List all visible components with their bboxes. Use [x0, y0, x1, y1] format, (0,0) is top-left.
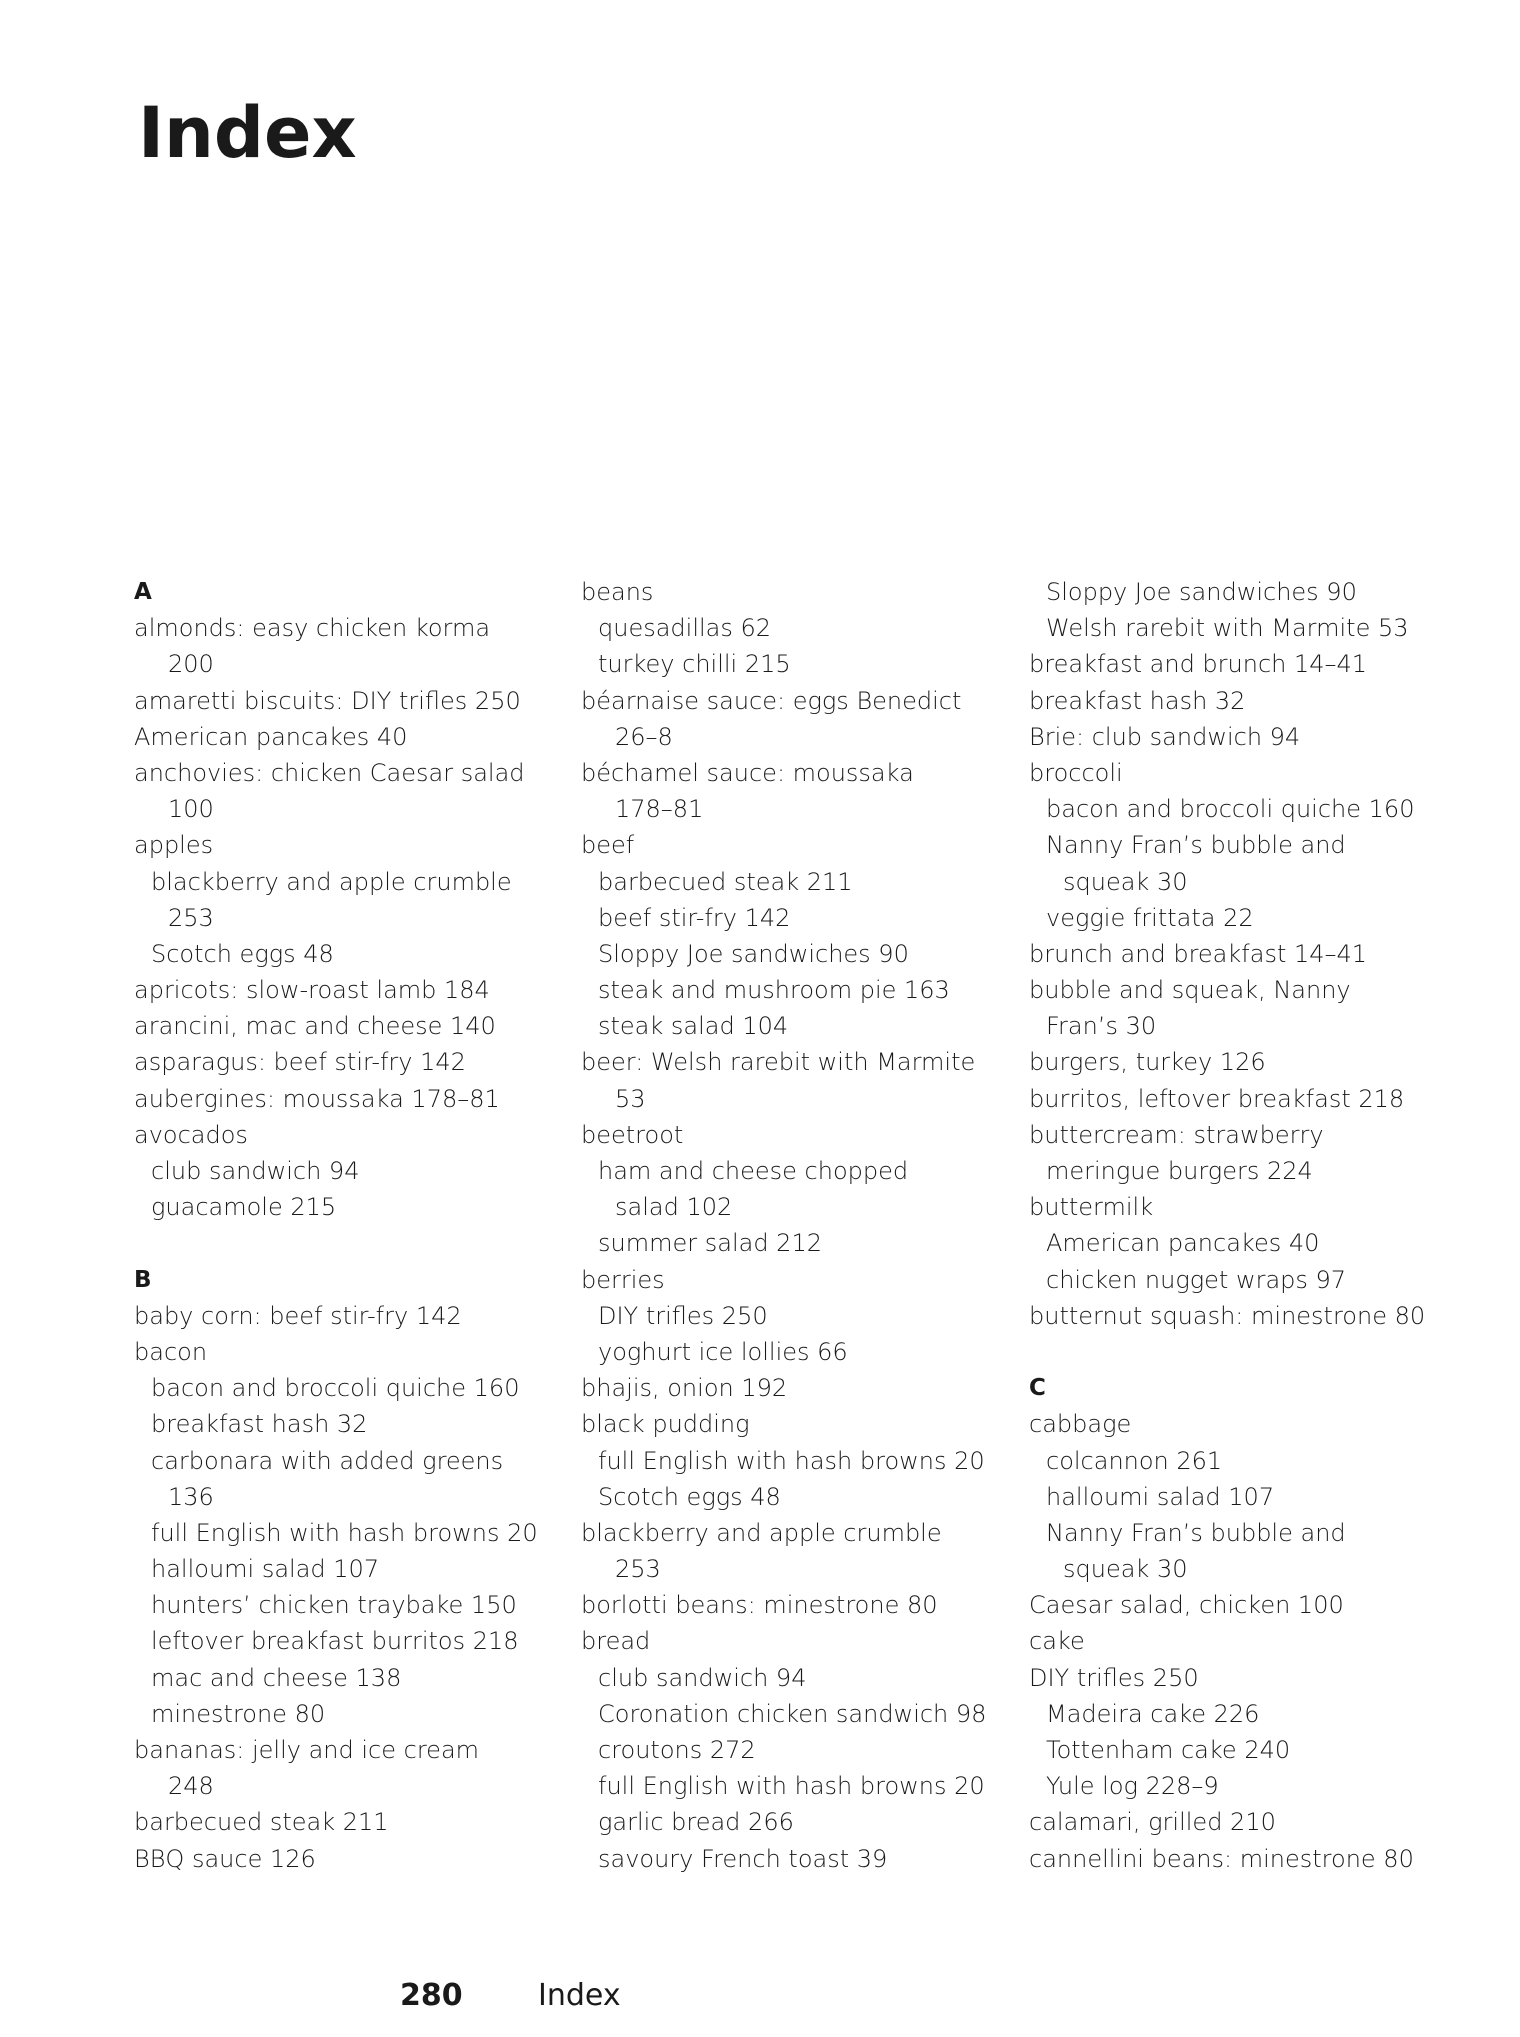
index-entry: asparagus: beef stir-fry 142 [134, 1048, 466, 1077]
index-entry: Caesar salad, chicken 100 [1029, 1591, 1344, 1620]
index-entry: halloumi salad 107 [151, 1555, 380, 1584]
index-entry: 136 [168, 1482, 214, 1511]
index-entry: full English with hash browns 20 [598, 1772, 985, 1801]
index-entry: Nanny Fran’s bubble and [1046, 831, 1346, 860]
section-letter-heading: A [134, 579, 152, 605]
index-entry: beans [581, 578, 654, 606]
index-entry: bubble and squeak, Nanny [1029, 976, 1351, 1005]
running-footer-title: Index [538, 1978, 621, 2013]
index-entry: bacon [134, 1337, 208, 1366]
index-entry: borlotti beans: minestrone 80 [581, 1591, 938, 1620]
index-entry: Sloppy Joe sandwiches 90 [598, 939, 909, 968]
index-entry: club sandwich 94 [151, 1157, 360, 1185]
index-entry: American pancakes 40 [134, 722, 408, 751]
index-entry: 100 [168, 795, 214, 824]
index-entry: bhajis, onion 192 [581, 1374, 788, 1403]
index-entry: yoghurt ice lollies 66 [598, 1337, 848, 1366]
index-entry: beer: Welsh rarebit with Marmite [581, 1048, 976, 1077]
index-entry: squeak 30 [1063, 1555, 1188, 1584]
index-entry: mac and cheese 138 [151, 1663, 402, 1692]
page-title: Index [138, 92, 357, 174]
index-entry: summer salad 212 [598, 1229, 822, 1258]
index-entry: American pancakes 40 [1046, 1229, 1320, 1258]
index-entry: Nanny Fran’s bubble and [1046, 1518, 1346, 1547]
index-entry: carbonara with added greens [151, 1446, 504, 1475]
index-entry: blackberry and apple crumble [581, 1518, 942, 1547]
index-entry: Sloppy Joe sandwiches 90 [1046, 578, 1357, 606]
index-entry: aubergines: moussaka 178–81 [134, 1084, 500, 1113]
index-entry: turkey chilli 215 [598, 650, 791, 679]
section-letter-heading: B [134, 1266, 152, 1293]
index-column-2 [581, 574, 1021, 1877]
index-entry: quesadillas 62 [598, 614, 772, 643]
index-entry: calamari, grilled 210 [1029, 1808, 1276, 1837]
index-entry: squeak 30 [1063, 867, 1188, 896]
index-entry: Madeira cake 226 [1046, 1699, 1260, 1728]
index-entry: broccoli [1029, 758, 1123, 787]
spacer [1029, 1334, 1469, 1370]
index-entry: beef stir-fry 142 [598, 903, 791, 932]
index-entry: apricots: slow-roast lamb 184 [134, 976, 490, 1005]
index-entry: bananas: jelly and ice cream [134, 1736, 480, 1764]
index-entry: barbecued steak 211 [598, 867, 853, 896]
index-entry: 53 [615, 1084, 646, 1113]
index-entry: colcannon 261 [1046, 1446, 1223, 1475]
index-entry: DIY trifles 250 [1029, 1663, 1199, 1692]
index-entry: 26–8 [615, 722, 673, 751]
index-entry: cabbage [1029, 1410, 1132, 1439]
index-entry: chicken nugget wraps 97 [1046, 1265, 1347, 1294]
index-entry: 253 [168, 903, 214, 932]
index-entry: almonds: easy chicken korma [134, 614, 491, 643]
index-entry: Scotch eggs 48 [151, 939, 334, 968]
index-entry: buttermilk [1029, 1193, 1154, 1222]
index-entry: salad 102 [615, 1193, 733, 1222]
index-entry: halloumi salad 107 [1046, 1482, 1275, 1511]
index-entry: burritos, leftover breakfast 218 [1029, 1084, 1405, 1113]
index-entry: Fran’s 30 [1046, 1012, 1157, 1041]
index-entry: full English with hash browns 20 [598, 1446, 985, 1475]
index-entry: amaretti biscuits: DIY trifles 250 [134, 686, 521, 715]
index-entry: Coronation chicken sandwich 98 [598, 1699, 987, 1728]
index-entry: avocados [134, 1120, 248, 1149]
index-column-1 [134, 574, 574, 1877]
index-entry: full English with hash browns 20 [151, 1518, 538, 1547]
index-entry: 200 [168, 650, 214, 679]
index-entry: beetroot [581, 1120, 684, 1149]
index-entry: buttercream: strawberry [1029, 1120, 1324, 1149]
index-entry: hunters’ chicken traybake 150 [151, 1591, 517, 1620]
index-entry: berries [581, 1265, 665, 1294]
index-entry: breakfast hash 32 [1029, 686, 1246, 715]
index-entry: 253 [615, 1555, 661, 1584]
index-entry: bread [581, 1627, 651, 1656]
page-number: 280 [400, 1978, 463, 2013]
index-entry: béarnaise sauce: eggs Benedict [581, 686, 962, 715]
index-entry: BBQ sauce 126 [134, 1844, 316, 1873]
index-entry: blackberry and apple crumble [151, 867, 512, 896]
index-entry: bacon and broccoli quiche 160 [151, 1374, 520, 1403]
index-entry: Yule log 228–9 [1046, 1772, 1219, 1801]
index-entry: Tottenham cake 240 [1046, 1736, 1291, 1764]
index-entry: Scotch eggs 48 [598, 1482, 781, 1511]
index-entry: steak salad 104 [598, 1012, 789, 1041]
index-entry: apples [134, 831, 214, 860]
index-entry: anchovies: chicken Caesar salad [134, 758, 525, 787]
index-entry: leftover breakfast burritos 218 [151, 1627, 519, 1656]
index-entry: breakfast hash 32 [151, 1410, 368, 1439]
index-entry: 248 [168, 1772, 214, 1801]
index-entry: baby corn: beef stir-fry 142 [134, 1301, 462, 1330]
index-entry: bacon and broccoli quiche 160 [1046, 795, 1415, 824]
index-entry: brunch and breakfast 14–41 [1029, 939, 1368, 968]
index-entry: barbecued steak 211 [134, 1808, 389, 1837]
index-entry: garlic bread 266 [598, 1808, 794, 1837]
index-entry: DIY trifles 250 [598, 1301, 768, 1330]
index-entry: breakfast and brunch 14–41 [1029, 650, 1368, 679]
index-entry: beef [581, 831, 635, 860]
index-entry: burgers, turkey 126 [1029, 1048, 1266, 1077]
index-entry: minestrone 80 [151, 1699, 326, 1728]
index-entry: meringue burgers 224 [1046, 1157, 1313, 1185]
index-entry: veggie frittata 22 [1046, 903, 1254, 932]
index-entry: ham and cheese chopped [598, 1157, 909, 1185]
index-entry: guacamole 215 [151, 1193, 337, 1222]
index-column-3 [1029, 574, 1469, 1877]
index-entry: Welsh rarebit with Marmite 53 [1046, 614, 1409, 643]
section-letter-heading: C [1029, 1375, 1046, 1402]
index-entry: béchamel sauce: moussaka [581, 758, 914, 787]
index-entry: butternut squash: minestrone 80 [1029, 1301, 1426, 1330]
index-entry: steak and mushroom pie 163 [598, 976, 950, 1005]
index-entry: arancini, mac and cheese 140 [134, 1012, 496, 1041]
index-entry: 178–81 [615, 795, 704, 824]
index-entry: Brie: club sandwich 94 [1029, 722, 1301, 751]
index-entry: cake [1029, 1627, 1085, 1656]
index-entry: club sandwich 94 [598, 1663, 807, 1692]
index-entry: black pudding [581, 1410, 750, 1439]
spacer [134, 1225, 574, 1261]
index-entry: cannellini beans: minestrone 80 [1029, 1844, 1414, 1873]
index-entry: savoury French toast 39 [598, 1844, 888, 1873]
index-entry: croutons 272 [598, 1736, 756, 1764]
